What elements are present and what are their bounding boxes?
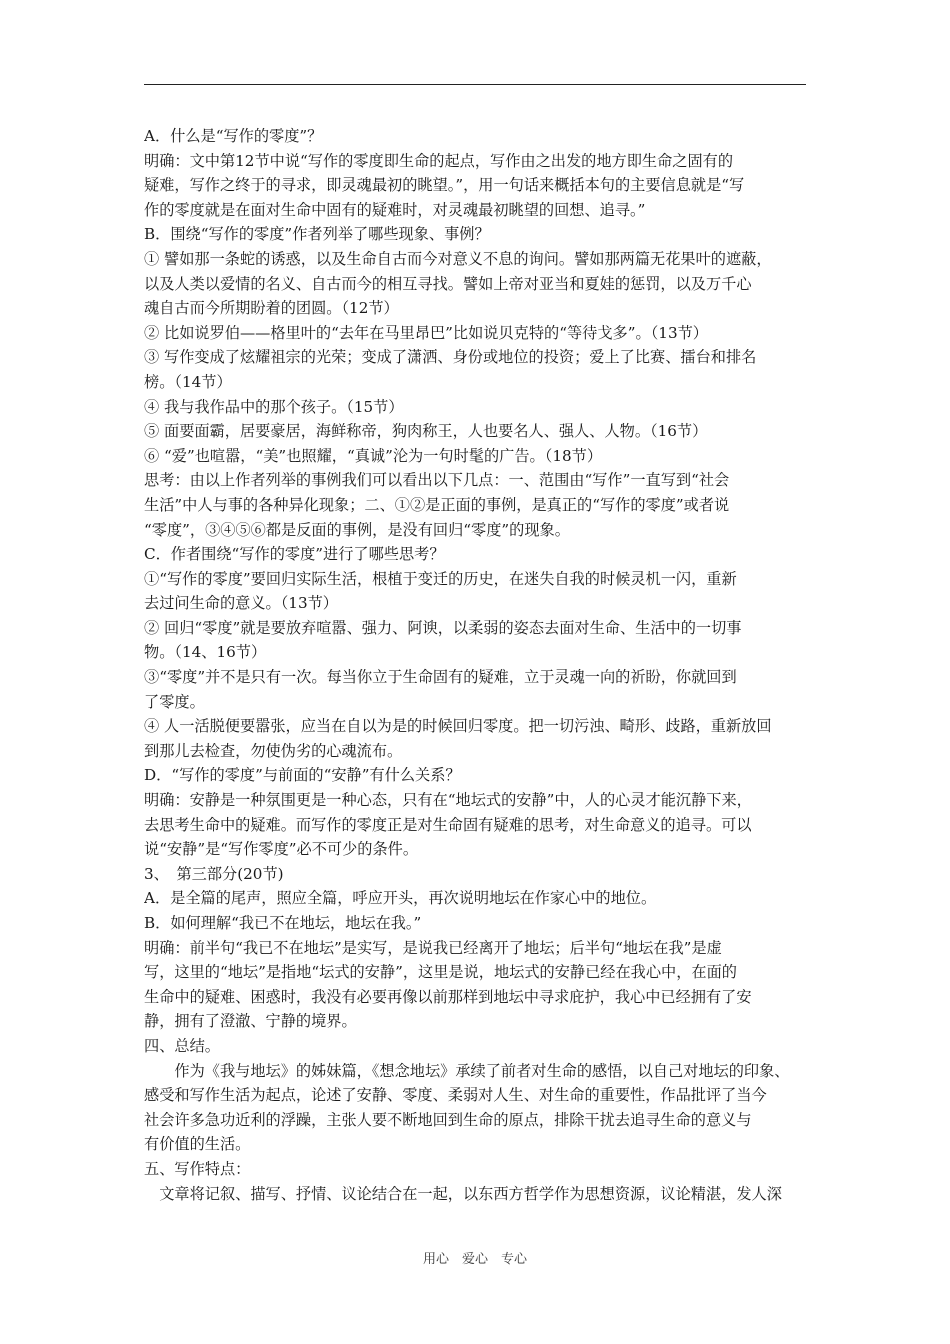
text-line: 以及人类以爱情的名义、自古而今的相互寻找。譬如上帝对亚当和夏娃的惩罚，以及万千心: [144, 274, 752, 293]
text-line: 3、 第三部分(20节): [144, 864, 284, 883]
text-line: 魂自古而今所期盼着的团圆。（12节）: [144, 299, 399, 318]
text-line: B．如何理解“我已不在地坛，地坛在我。”: [144, 914, 422, 932]
text-line: 去思考生命中的疑难。而写作的零度正是对生命固有疑难的思考，对生命意义的追寻。可以: [144, 815, 752, 834]
text-line: 生活”中人与事的各种异化现象；二、①②是正面的事例，是真正的“写作的零度”或者说: [144, 495, 730, 514]
text-line: 疑难，写作之终于的寻求，即灵魂最初的眺望。”，用一句话来概括本句的主要信息就是“写: [144, 176, 745, 195]
text-line: 作的零度就是在面对生命中固有的疑难时，对灵魂最初眺望的回想、追寻。”: [144, 200, 646, 219]
text-line: 明确：前半句“我已不在地坛”是实写，是说我已经离开了地坛；后半句“地坛在我”是虚: [144, 938, 722, 957]
text-line: 去过问生命的意义。（13节）: [144, 594, 338, 613]
text-line: “零度”，③④⑤⑥都是反面的事例，是没有回归“零度”的现象。: [144, 520, 570, 539]
text-line: ⑤ 面要面霸，居要豪居，海鲜称帝，狗肉称王，人也要名人、强人、人物。（16节）: [144, 422, 708, 441]
text-line: ④ 人一活脱便要嚣张，应当在自以为是的时候回归零度。把一切污浊、畸形、歧路，重新放回: [144, 717, 772, 736]
text-line: 四、总结。: [144, 1036, 220, 1055]
text-line: ③“零度”并不是只有一次。每当你立于生命固有的疑难，立于灵魂一向的祈盼，你就回到: [144, 668, 737, 687]
text-line: 榜。（14节）: [144, 372, 232, 391]
text-line: 明确：文中第12节中说“写作的零度即生命的起点，写作由之出发的地方即生命之固有的: [144, 151, 734, 170]
text-line: A．是全篇的尾声，照应全篇，呼应开头，再次说明地坛在作家心中的地位。: [144, 889, 657, 908]
text-line: A．什么是“写作的零度”？: [144, 127, 323, 145]
text-line: 有价值的生活。: [144, 1135, 251, 1154]
text-line: ⑥ “爱”也喧嚣，“美”也照耀，“真诚”沦为一句时髦的广告。（18节）: [144, 446, 603, 465]
text-line: D．“写作的零度”与前面的“安静”有什么关系？: [144, 766, 461, 785]
text-line: C．作者围绕“写作的零度”进行了哪些思考？: [144, 545, 445, 564]
text-line: 感受和写作生活为起点，论述了安静、零度、柔弱对人生、对生命的重要性，作品批评了当今: [144, 1086, 767, 1105]
text-line: 作为《我与地坛》的姊妹篇，《想念地坛》承续了前者对生命的感悟，以自己对地坛的印象、: [144, 1061, 790, 1080]
text-line: 生命中的疑难、困惑时，我没有必要再像以前那样到地坛中寻求庇护，我心中已经拥有了安: [144, 987, 752, 1006]
text-line: ② 回归“零度”就是要放弃喧嚣、强力、阿谀，以柔弱的姿态去面对生命、生活中的一切事: [144, 618, 742, 637]
text-line: 明确：安静是一种氛围更是一种心态，只有在“地坛式的安静”中，人的心灵才能沉静下来，: [144, 791, 752, 810]
header-rule: [144, 84, 806, 85]
text-line: 物。（14、16节）: [144, 643, 267, 662]
text-line: 五、写作特点：: [144, 1159, 251, 1178]
text-line: ①“写作的零度”要回归实际生活，根植于变迁的历史，在迷失自我的时候灵机一闪，重新: [144, 569, 737, 588]
text-line: 静，拥有了澄澈、宁静的境界。: [144, 1012, 357, 1031]
page-footer: 用心 爱心 专心: [422, 1252, 527, 1267]
text-line: 到那儿去检查，勿使伪劣的心魂流布。: [144, 741, 403, 760]
text-line: 了零度。: [144, 692, 205, 711]
text-line: ② 比如说罗伯——格里叶的“去年在马里昂巴”比如说贝克特的“等待戈多”。（13节）: [144, 323, 708, 342]
text-line: 文章将记叙、描写、抒情、议论结合在一起，以东西方哲学作为思想资源，议论精湛，发人深: [144, 1184, 782, 1203]
text-line: 思考：由以上作者列举的事例我们可以看出以下几点：一、范围由“写作”一直写到“社会: [144, 471, 730, 490]
document-body: [144, 124, 808, 1206]
text-line: ③ 写作变成了炫耀祖宗的光荣；变成了潇洒、身份或地位的投资；爱上了比赛、擂台和排名: [144, 348, 757, 367]
text-line: 社会许多急功近利的浮躁，主张人要不断地回到生命的原点，排除干扰去追寻生命的意义与: [144, 1110, 752, 1129]
text-line: ① 譬如那一条蛇的诱惑，以及生命自古而今对意义不息的询问。譬如那两篇无花果叶的遮蔽，: [144, 249, 772, 268]
text-line: 说“安静”是“写作零度”必不可少的条件。: [144, 840, 419, 859]
text-line: ④ 我与我作品中的那个孩子。（15节）: [144, 397, 404, 416]
text-line: B．围绕“写作的零度”作者列举了哪些现象、事例？: [144, 225, 490, 244]
text-line: 写，这里的“地坛”是指地“坛式的安静”，这里是说，地坛式的安静已经在我心中，在面的: [144, 963, 737, 982]
